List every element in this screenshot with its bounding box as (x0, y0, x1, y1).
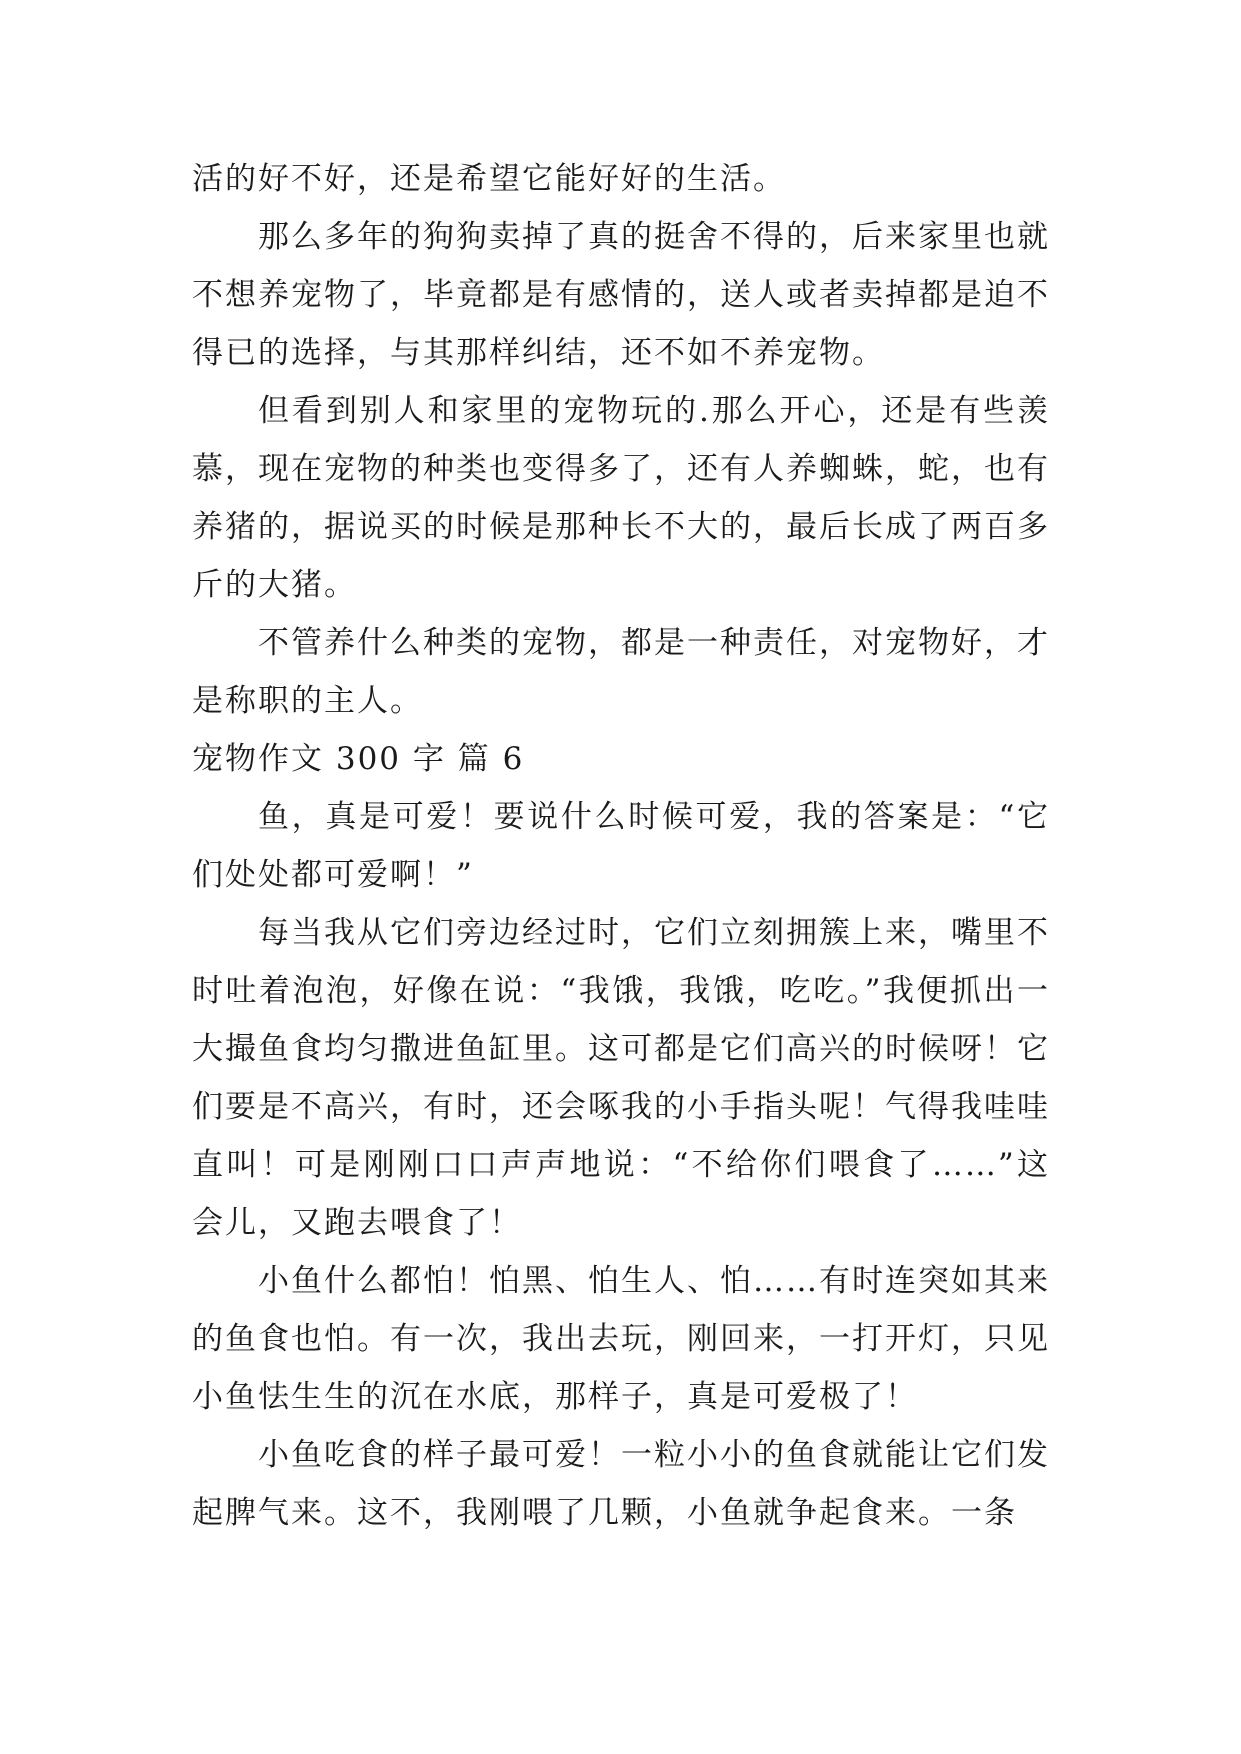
paragraph: 但看到别人和家里的宠物玩的.那么开心，还是有些羡慕，现在宠物的种类也变得多了，还有人养蜘蛛，蛇，也有养猪的，据说买的时候是那种长不大的，最后长成了两百多斤的大猪。 (192, 393, 1050, 603)
paragraph: 小鱼什么都怕！怕黑、怕生人、怕……有时连突如其来的鱼食也怕。有一次，我出去玩，刚回来，一打开灯，只见小鱼怯生生的沉在水底，那样子，真是可爱极了！ (192, 1263, 1050, 1415)
paragraph: 小鱼吃食的样子最可爱！一粒小小的鱼食就能让它们发起脾气来。这不，我刚喂了几颗，小鱼就争起食来。一条 (192, 1437, 1050, 1531)
paragraph: 不管养什么种类的宠物，都是一种责任，对宠物好，才是称职的主人。 (192, 625, 1050, 719)
section-heading: 宠物作文 300 字 篇 6 (192, 741, 525, 777)
paragraph-continuation: 活的好不好，还是希望它能好好的生活。 (192, 161, 786, 197)
paragraph: 每当我从它们旁边经过时，它们立刻拥簇上来，嘴里不时吐着泡泡，好像在说：“我饿，我饿，吃吃。”我便抓出一大撮鱼食均匀撒进鱼缸里。这可都是它们高兴的时候呀！它们要是不高兴，有时，还会啄我的小手指头呢！气得我哇哇直叫！可是刚刚口口声声地说：“不给你们喂食了……”这会儿，又跑去喂食了！ (192, 915, 1050, 1241)
paragraph: 那么多年的狗狗卖掉了真的挺舍不得的，后来家里也就不想养宠物了，毕竟都是有感情的，送人或者卖掉都是迫不得已的选择，与其那样纠结，还不如不养宠物。 (192, 219, 1050, 371)
paragraph: 鱼，真是可爱！要说什么时候可爱，我的答案是：“它们处处都可爱啊！” (192, 799, 1050, 893)
document-body (192, 150, 1050, 1542)
